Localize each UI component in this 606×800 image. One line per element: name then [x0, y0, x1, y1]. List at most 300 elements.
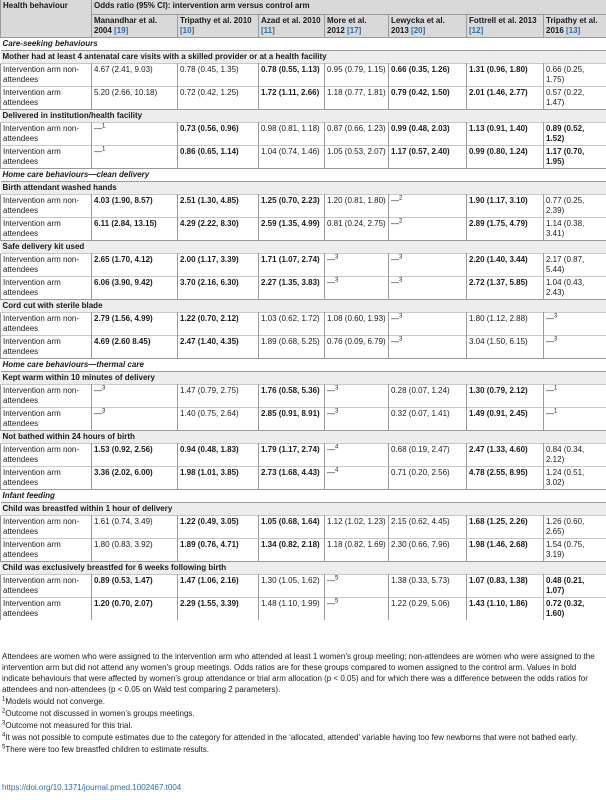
footnote-text: It was not possible to compute estimates due to the category for attended in the ‘allocated, attended’ variable having too few newborns that were not bathed early.: [5, 733, 578, 742]
odds-ratio-value: 1.31 (0.96, 1.80): [469, 65, 528, 74]
odds-ratio-cell: [389, 516, 467, 539]
odds-ratio-value: 1.61 (0.74, 3.49): [94, 517, 153, 526]
odds-ratio-value: —: [94, 409, 102, 418]
odds-ratio-value: 0.72 (0.42, 1.25): [180, 88, 239, 97]
odds-ratio-cell: [544, 218, 606, 241]
odds-ratio-value: —: [391, 278, 399, 287]
odds-ratio-cell: [467, 336, 544, 359]
odds-ratio-value: 1.14 (0.38, 3.41): [546, 219, 585, 238]
header-row-1: [1, 0, 606, 15]
odds-ratio-value: —: [391, 337, 399, 346]
odds-ratio-cell: [467, 313, 544, 336]
odds-ratio-value: 1.48 (1.10, 1.99): [261, 599, 320, 608]
odds-ratio-value: 1.30 (1.05, 1.62): [261, 576, 320, 585]
odds-ratio-cell: [325, 598, 389, 621]
odds-ratio-cell: [389, 385, 467, 408]
behaviour-row: [1, 51, 606, 64]
odds-ratio-value: 1.79 (1.17, 2.74): [261, 445, 320, 454]
odds-ratio-value: 1.40 (0.75, 2.64): [180, 409, 239, 418]
study-name: Manandhar et al. 2004: [94, 16, 158, 35]
odds-ratio-value: 1.26 (0.60, 2.65): [546, 517, 585, 536]
odds-ratio-value: 0.71 (0.20, 2.56): [391, 468, 450, 477]
odds-ratio-value: 2.00 (1.17, 3.39): [180, 255, 239, 264]
odds-ratio-value: —: [546, 386, 554, 395]
row-label: Intervention arm attendees: [1, 146, 92, 169]
footnote-marker: 4: [335, 467, 339, 474]
odds-ratio-cell: [178, 408, 259, 431]
footnote: [2, 708, 602, 719]
odds-ratio-value: 3.36 (2.02, 6.00): [94, 468, 153, 477]
row-label: Intervention arm attendees: [1, 336, 92, 359]
odds-ratio-cell: [467, 195, 544, 218]
study-name: Tripathy et al. 2016: [546, 16, 598, 35]
study-ref-link[interactable]: [13]: [566, 26, 581, 35]
odds-ratio-cell: [325, 146, 389, 169]
footnote-marker: 3: [399, 336, 403, 343]
odds-ratio-value: —: [94, 147, 102, 156]
table-notes: [2, 651, 602, 756]
odds-ratio-value: 1.89 (0.76, 4.71): [180, 540, 239, 549]
row-label: Intervention arm attendees: [1, 467, 92, 490]
behaviour-row: [1, 431, 606, 444]
behaviour-title: Cord cut with sterile blade: [1, 300, 606, 313]
odds-ratio-value: 2.85 (0.91, 8.91): [261, 409, 320, 418]
footnote-marker: 1: [554, 385, 558, 392]
odds-ratio-cell: [389, 575, 467, 598]
odds-ratio-value: 4.78 (2.55, 8.95): [469, 468, 528, 477]
odds-ratio-value: 2.65 (1.70, 4.12): [94, 255, 153, 264]
footnote-marker: 3: [399, 254, 403, 261]
odds-ratio-cell: [178, 385, 259, 408]
odds-ratio-value: 1.34 (0.82, 2.18): [261, 540, 320, 549]
odds-ratio-cell: [389, 218, 467, 241]
odds-ratio-value: 2.51 (1.30, 4.85): [180, 196, 239, 205]
study-name: Fottrell et al. 2013: [469, 16, 537, 25]
table-row: [1, 123, 606, 146]
row-label: Intervention arm non-attendees: [1, 385, 92, 408]
odds-ratio-cell: [259, 277, 325, 300]
odds-ratio-value: 1.20 (0.81, 1.80): [327, 196, 386, 205]
odds-ratio-value: 0.72 (0.32, 1.60): [546, 599, 585, 618]
odds-ratio-cell: [389, 277, 467, 300]
section-title: Home care behaviours—thermal care: [1, 359, 606, 372]
footnote-marker: 2: [399, 218, 403, 225]
row-label: Intervention arm non-attendees: [1, 254, 92, 277]
footnote-marker: 3: [399, 277, 403, 284]
odds-ratio-cell: [467, 385, 544, 408]
odds-ratio-value: —: [327, 599, 335, 608]
odds-ratio-cell: [92, 218, 178, 241]
behaviour-row: [1, 300, 606, 313]
odds-ratio-value: 1.17 (0.70, 1.95): [546, 147, 585, 166]
odds-ratio-cell: [92, 516, 178, 539]
table-row: [1, 64, 606, 87]
odds-ratio-value: 0.89 (0.52, 1.52): [546, 124, 585, 143]
study-ref-link[interactable]: [12]: [469, 26, 484, 35]
table-row: [1, 575, 606, 598]
odds-ratio-value: 1.24 (0.51, 3.02): [546, 468, 585, 487]
odds-ratio-value: 1.20 (0.70, 2.07): [94, 599, 153, 608]
odds-ratio-cell: [92, 408, 178, 431]
behaviour-title: Safe delivery kit used: [1, 241, 606, 254]
odds-ratio-value: 0.84 (0.34, 2.12): [546, 445, 585, 464]
odds-ratio-cell: [178, 444, 259, 467]
study-ref-link[interactable]: [19]: [114, 26, 129, 35]
row-label: Intervention arm attendees: [1, 598, 92, 621]
odds-ratio-value: 0.32 (0.07, 1.41): [391, 409, 450, 418]
odds-ratio-value: 1.89 (0.68, 5.25): [261, 337, 320, 346]
study-ref-link[interactable]: [17]: [347, 26, 362, 35]
odds-ratio-value: 5.20 (2.66, 10.18): [94, 88, 158, 97]
odds-ratio-value: 0.66 (0.25, 1.75): [546, 65, 585, 84]
study-ref-link[interactable]: [11]: [261, 26, 275, 35]
odds-ratio-value: —: [546, 409, 554, 418]
odds-ratio-value: 2.15 (0.62, 4.45): [391, 517, 450, 526]
odds-ratio-cell: [259, 313, 325, 336]
odds-ratio-value: 1.04 (0.74, 1.46): [261, 147, 320, 156]
odds-ratio-cell: [92, 539, 178, 562]
odds-ratio-value: 2.29 (1.55, 3.39): [180, 599, 239, 608]
odds-ratio-cell: [178, 123, 259, 146]
odds-ratio-cell: [259, 123, 325, 146]
odds-ratio-value: 0.77 (0.25, 2.39): [546, 196, 585, 215]
section-title: Home care behaviours—clean delivery: [1, 169, 606, 182]
odds-ratio-cell: [544, 444, 606, 467]
odds-ratio-value: 1.22 (0.70, 2.12): [180, 314, 239, 323]
odds-ratio-value: 1.76 (0.58, 5.36): [261, 386, 320, 395]
behaviour-row: [1, 562, 606, 575]
row-label: Intervention arm attendees: [1, 277, 92, 300]
row-label: Intervention arm non-attendees: [1, 313, 92, 336]
odds-ratio-cell: [325, 385, 389, 408]
odds-ratio-cell: [92, 254, 178, 277]
section-title: Infant feeding: [1, 490, 606, 503]
odds-ratio-header: Odds ratio (95% CI): intervention arm versus control arm: [92, 0, 606, 15]
row-label: Intervention arm non-attendees: [1, 575, 92, 598]
odds-ratio-cell: [325, 336, 389, 359]
odds-ratio-cell: [544, 539, 606, 562]
table-row: [1, 598, 606, 621]
odds-ratio-value: 1.71 (1.07, 2.74): [261, 255, 320, 264]
odds-ratio-value: 1.25 (0.70, 2.23): [261, 196, 320, 205]
behaviour-title: Child was breastfed within 1 hour of delivery: [1, 503, 606, 516]
odds-ratio-cell: [92, 385, 178, 408]
behaviour-title: Child was exclusively breastfed for 6 weeks following birth: [1, 562, 606, 575]
odds-ratio-cell: [389, 598, 467, 621]
odds-ratio-value: —: [327, 255, 335, 264]
odds-ratio-value: 1.05 (0.68, 1.64): [261, 517, 320, 526]
odds-ratio-cell: [467, 123, 544, 146]
odds-ratio-value: —: [94, 386, 102, 395]
odds-ratio-value: 1.90 (1.17, 3.10): [469, 196, 528, 205]
odds-ratio-cell: [325, 516, 389, 539]
footnote-marker: 4: [335, 444, 339, 451]
study-header: [92, 15, 178, 38]
odds-ratio-value: 0.86 (0.65, 1.14): [180, 147, 239, 156]
odds-ratio-value: 2.27 (1.35, 3.83): [261, 278, 320, 287]
odds-ratio-cell: [325, 575, 389, 598]
behaviour-title: Kept warm within 10 minutes of delivery: [1, 372, 606, 385]
odds-ratio-cell: [178, 87, 259, 110]
odds-ratio-cell: [178, 467, 259, 490]
odds-ratio-value: 0.48 (0.21, 1.07): [546, 576, 585, 595]
odds-ratio-value: 2.47 (1.33, 4.60): [469, 445, 528, 454]
odds-ratio-value: 0.95 (0.79, 1.15): [327, 65, 386, 74]
row-label: Intervention arm non-attendees: [1, 516, 92, 539]
table-row: [1, 444, 606, 467]
row-label: Intervention arm attendees: [1, 87, 92, 110]
footnote-number: 4: [2, 732, 6, 739]
behaviour-title: Birth attendant washed hands: [1, 182, 606, 195]
study-ref-link[interactable]: [20]: [411, 26, 426, 35]
odds-ratio-value: —: [327, 468, 335, 477]
odds-ratio-cell: [467, 87, 544, 110]
odds-ratio-value: 0.68 (0.19, 2.47): [391, 445, 450, 454]
odds-ratio-value: 1.05 (0.53, 2.07): [327, 147, 386, 156]
behaviour-title: Mother had at least 4 antenatal care visits with a skilled provider or at a health facility: [1, 51, 606, 64]
odds-ratio-value: 2.20 (1.40, 3.44): [469, 255, 528, 264]
section-row: [1, 359, 606, 372]
footnote-marker: 3: [554, 336, 558, 343]
table-row: [1, 516, 606, 539]
odds-ratio-cell: [325, 408, 389, 431]
odds-ratio-cell: [259, 195, 325, 218]
study-name: Tripathy et al. 2010: [180, 16, 252, 25]
odds-ratio-cell: [259, 598, 325, 621]
table-row: [1, 87, 606, 110]
odds-ratio-value: 1.38 (0.33, 5.73): [391, 576, 450, 585]
odds-ratio-value: 0.78 (0.45, 1.35): [180, 65, 239, 74]
odds-ratio-cell: [544, 64, 606, 87]
row-label: Intervention arm attendees: [1, 539, 92, 562]
footnote-marker: 1: [554, 408, 558, 415]
odds-ratio-cell: [325, 539, 389, 562]
odds-ratio-value: —: [391, 314, 399, 323]
study-header: [325, 15, 389, 38]
odds-ratio-value: 2.79 (1.56, 4.99): [94, 314, 153, 323]
odds-ratio-value: 1.47 (0.79, 2.75): [180, 386, 239, 395]
odds-ratio-value: 1.08 (0.60, 1.93): [327, 314, 386, 323]
odds-ratio-cell: [92, 444, 178, 467]
behaviour-row: [1, 182, 606, 195]
footnote-text: Outcome not measured for this trial.: [5, 721, 133, 730]
odds-ratio-cell: [325, 218, 389, 241]
odds-ratio-cell: [467, 539, 544, 562]
table-row: [1, 336, 606, 359]
odds-ratio-value: —: [327, 278, 335, 287]
doi-link[interactable]: https://doi.org/10.1371/journal.pmed.1002467.t004: [2, 783, 182, 792]
odds-ratio-cell: [467, 408, 544, 431]
odds-ratio-cell: [178, 598, 259, 621]
odds-ratio-cell: [544, 516, 606, 539]
odds-ratio-value: 1.80 (0.83, 3.92): [94, 540, 153, 549]
behaviour-row: [1, 110, 606, 123]
footnote-text: There were too few breastfed children to estimate results.: [5, 745, 209, 754]
footnotes: [2, 696, 602, 755]
odds-ratio-value: 2.59 (1.35, 4.99): [261, 219, 320, 228]
odds-ratio-value: —: [94, 124, 102, 133]
behaviour-row: [1, 241, 606, 254]
odds-ratio-cell: [544, 277, 606, 300]
odds-ratio-cell: [178, 254, 259, 277]
odds-ratio-cell: [544, 467, 606, 490]
odds-ratio-value: 1.22 (0.29, 5.06): [391, 599, 450, 608]
odds-ratio-value: 0.87 (0.66, 1.23): [327, 124, 386, 133]
odds-ratio-value: 1.98 (1.01, 3.85): [180, 468, 239, 477]
odds-ratio-value: 1.03 (0.62, 1.72): [261, 314, 320, 323]
odds-ratio-cell: [467, 444, 544, 467]
odds-ratio-cell: [389, 87, 467, 110]
odds-ratio-cell: [92, 64, 178, 87]
header-row-2: [1, 15, 606, 38]
study-header: [389, 15, 467, 38]
odds-ratio-cell: [325, 313, 389, 336]
odds-ratio-cell: [92, 336, 178, 359]
odds-ratio-cell: [325, 64, 389, 87]
odds-ratio-cell: [92, 313, 178, 336]
section-row: [1, 38, 606, 51]
odds-ratio-value: —: [546, 337, 554, 346]
row-label: Intervention arm attendees: [1, 408, 92, 431]
footnote: [2, 732, 602, 743]
odds-ratio-value: 0.99 (0.48, 2.03): [391, 124, 450, 133]
footnote-marker: 3: [102, 408, 106, 415]
odds-ratio-cell: [544, 598, 606, 621]
odds-ratio-value: 0.76 (0.09, 6.79): [327, 337, 386, 346]
odds-ratio-cell: [325, 195, 389, 218]
footnote: [2, 696, 602, 707]
footnote-marker: 2: [399, 195, 403, 202]
odds-ratio-value: 1.07 (0.83, 1.38): [469, 576, 528, 585]
odds-ratio-cell: [467, 254, 544, 277]
odds-ratio-cell: [259, 408, 325, 431]
odds-ratio-cell: [259, 539, 325, 562]
footnote-marker: 5: [335, 575, 339, 582]
odds-ratio-value: 0.99 (0.80, 1.24): [469, 147, 528, 156]
row-label: Intervention arm non-attendees: [1, 195, 92, 218]
odds-ratio-value: 2.30 (0.66, 7.96): [391, 540, 450, 549]
odds-ratio-cell: [325, 254, 389, 277]
odds-ratio-value: 0.57 (0.22, 1.47): [546, 88, 585, 107]
odds-ratio-value: 0.81 (0.24, 2.75): [327, 219, 386, 228]
odds-ratio-cell: [544, 575, 606, 598]
footnote-marker: 3: [335, 277, 339, 284]
odds-ratio-value: 1.49 (0.91, 2.45): [469, 409, 528, 418]
odds-ratio-value: 2.73 (1.68, 4.43): [261, 468, 320, 477]
odds-ratio-value: —: [391, 196, 399, 205]
odds-ratio-value: 0.28 (0.07, 1.24): [391, 386, 450, 395]
odds-ratio-cell: [178, 575, 259, 598]
footnote-marker: 3: [335, 408, 339, 415]
footnote-number: 1: [2, 696, 6, 703]
section-row: [1, 169, 606, 182]
odds-ratio-value: 0.78 (0.55, 1.13): [261, 65, 320, 74]
odds-ratio-cell: [544, 336, 606, 359]
table-row: [1, 539, 606, 562]
odds-ratio-cell: [325, 277, 389, 300]
odds-ratio-value: 0.94 (0.48, 1.83): [180, 445, 239, 454]
odds-ratio-cell: [544, 146, 606, 169]
odds-ratio-cell: [178, 336, 259, 359]
odds-ratio-cell: [178, 516, 259, 539]
odds-ratio-value: —: [327, 576, 335, 585]
footnote-number: 3: [2, 720, 6, 727]
odds-ratio-cell: [178, 195, 259, 218]
odds-ratio-cell: [389, 336, 467, 359]
study-header: [467, 15, 544, 38]
footnote-marker: 1: [102, 123, 106, 130]
odds-ratio-cell: [544, 123, 606, 146]
footnote-marker: 3: [399, 313, 403, 320]
odds-ratio-cell: [389, 146, 467, 169]
odds-ratio-value: 2.17 (0.87, 5.44): [546, 255, 585, 274]
study-header: [178, 15, 259, 38]
odds-ratio-value: 4.29 (2.22, 8.30): [180, 219, 239, 228]
odds-ratio-cell: [389, 408, 467, 431]
odds-ratio-cell: [92, 277, 178, 300]
odds-ratio-cell: [92, 195, 178, 218]
footnote-number: 2: [2, 708, 6, 715]
study-name: More et al. 2012: [327, 16, 367, 35]
row-label: Intervention arm non-attendees: [1, 123, 92, 146]
odds-ratio-cell: [467, 218, 544, 241]
odds-ratio-value: 2.89 (1.75, 4.79): [469, 219, 528, 228]
odds-ratio-cell: [389, 123, 467, 146]
behaviour-row: [1, 503, 606, 516]
odds-ratio-value: 0.66 (0.35, 1.26): [391, 65, 450, 74]
odds-ratio-cell: [92, 87, 178, 110]
odds-ratio-cell: [259, 64, 325, 87]
odds-ratio-cell: [259, 336, 325, 359]
odds-ratio-cell: [178, 313, 259, 336]
odds-ratio-cell: [325, 87, 389, 110]
odds-ratio-cell: [389, 539, 467, 562]
table-row: [1, 408, 606, 431]
odds-ratio-cell: [178, 277, 259, 300]
table-row: [1, 195, 606, 218]
odds-ratio-value: 1.30 (0.79, 2.12): [469, 386, 528, 395]
odds-ratio-cell: [544, 195, 606, 218]
footnote-marker: 3: [102, 385, 106, 392]
odds-ratio-value: 0.79 (0.42, 1.50): [391, 88, 450, 97]
behaviour-row: [1, 372, 606, 385]
study-header: [259, 15, 325, 38]
odds-ratio-cell: [259, 254, 325, 277]
odds-ratio-value: 1.18 (0.77, 1.81): [327, 88, 386, 97]
odds-ratio-value: 1.68 (1.25, 2.26): [469, 517, 528, 526]
odds-ratio-value: 1.54 (0.75, 3.19): [546, 540, 585, 559]
table-row: [1, 385, 606, 408]
odds-ratio-value: 1.18 (0.82, 1.69): [327, 540, 386, 549]
odds-ratio-value: 3.70 (2.16, 6.30): [180, 278, 239, 287]
table-row: [1, 313, 606, 336]
odds-ratio-value: 3.04 (1.50, 6.15): [469, 337, 528, 346]
odds-ratio-value: 1.53 (0.92, 2.56): [94, 445, 153, 454]
odds-ratio-cell: [259, 218, 325, 241]
behaviour-title: Not bathed within 24 hours of birth: [1, 431, 606, 444]
footnote-number: 5: [2, 744, 6, 751]
study-ref-link[interactable]: [10]: [180, 26, 195, 35]
footnote-marker: 3: [554, 313, 558, 320]
odds-ratio-cell: [259, 516, 325, 539]
odds-ratio-value: 6.11 (2.84, 13.15): [94, 219, 157, 228]
odds-ratio-cell: [92, 598, 178, 621]
odds-ratio-cell: [389, 313, 467, 336]
odds-ratio-cell: [389, 444, 467, 467]
odds-ratio-cell: [92, 467, 178, 490]
footnote-marker: 3: [335, 385, 339, 392]
odds-ratio-value: 4.69 (2.60 8.45): [94, 337, 151, 346]
